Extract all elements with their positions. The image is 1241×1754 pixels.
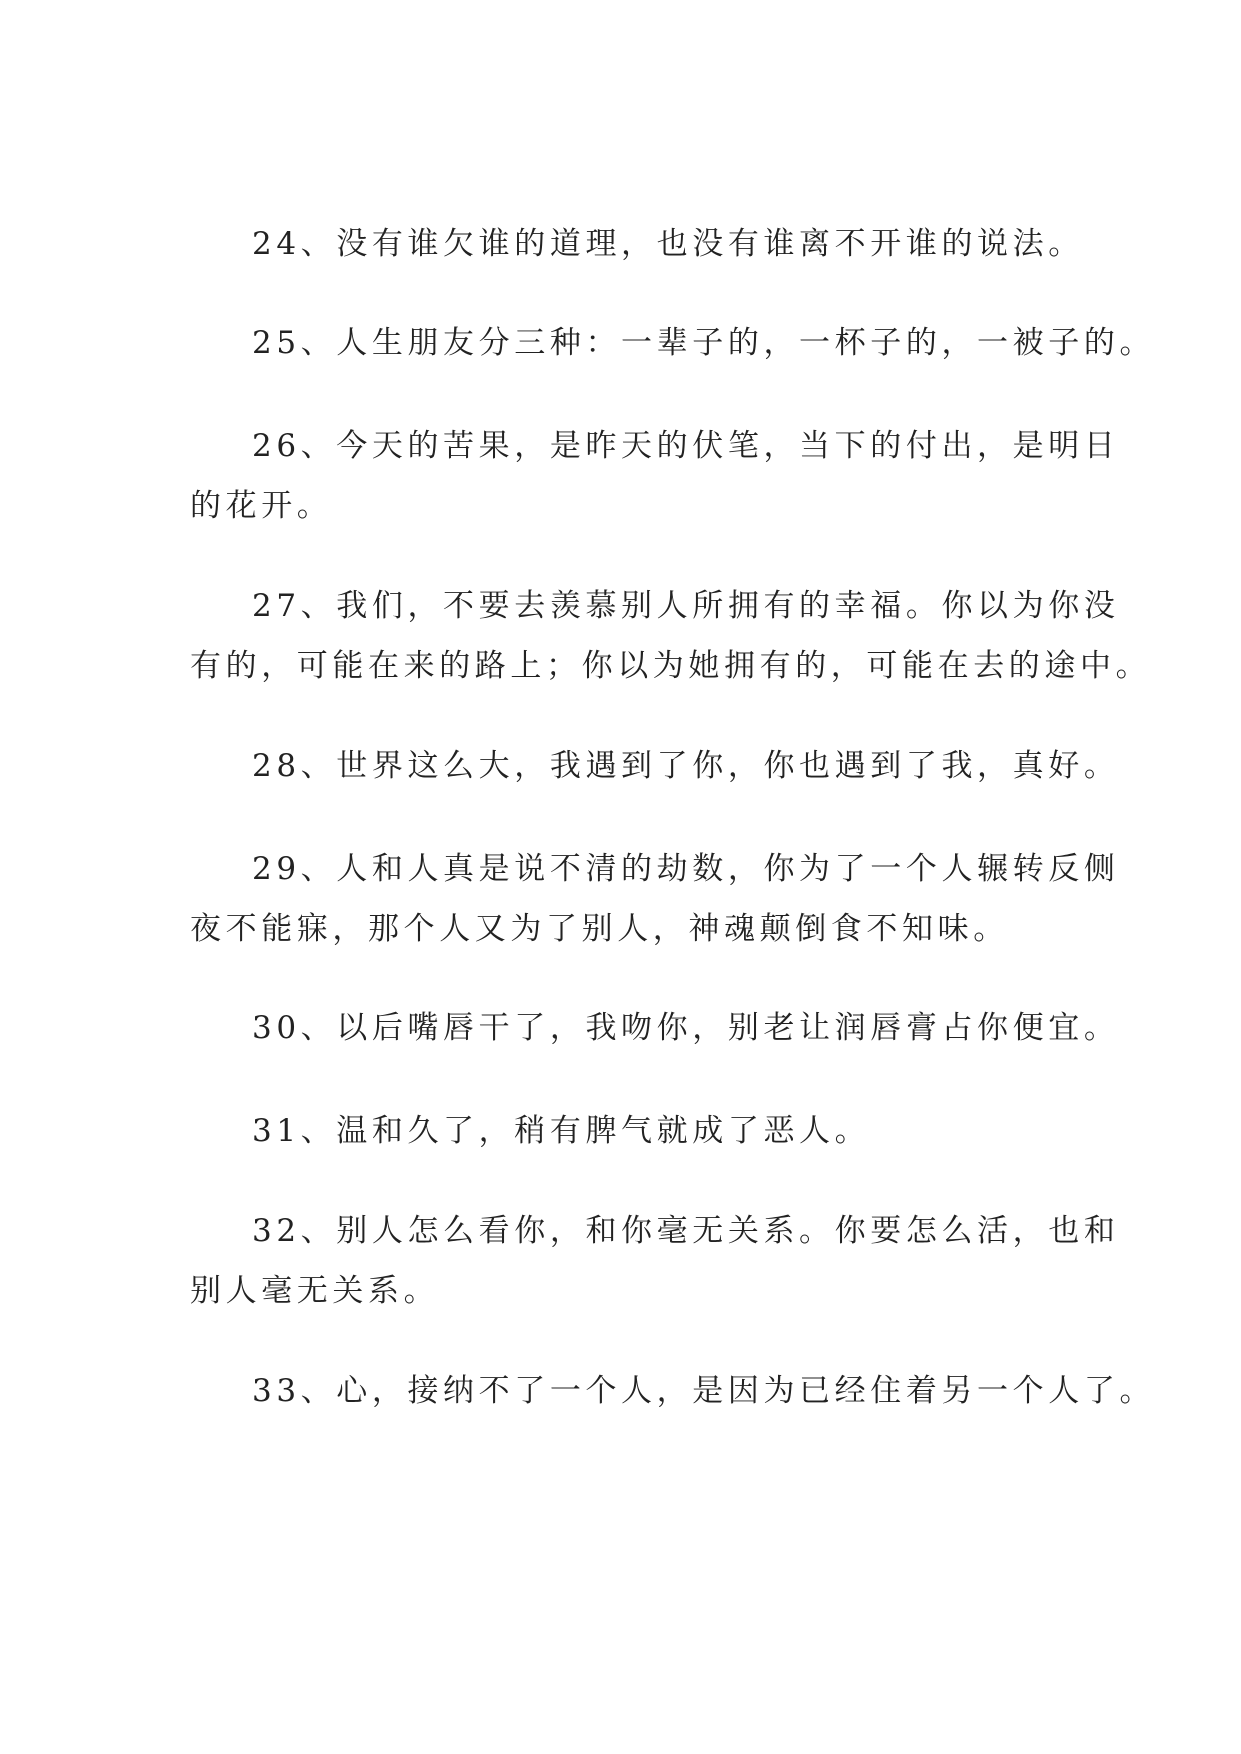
paragraph-32: [190, 1201, 1120, 1321]
paragraph-24: [190, 214, 1084, 274]
paragraph-line: 29、人和人真是说不清的劫数，你为了一个人辗转反侧: [252, 851, 1120, 887]
paragraph-28: [190, 736, 1120, 796]
paragraph-31: [190, 1101, 1050, 1161]
paragraph-27: [190, 576, 1152, 696]
paragraph-line: 32、别人怎么看你，和你毫无关系。你要怎么活，也和: [252, 1213, 1120, 1249]
paragraph-30: [190, 998, 1120, 1058]
paragraph-line: 33、心，接纳不了一个人，是因为已经住着另一个人了。: [252, 1373, 1156, 1409]
paragraph-25: [190, 313, 1156, 373]
paragraph-line: 28、世界这么大，我遇到了你，你也遇到了我，真好。: [252, 748, 1120, 784]
paragraph-line: 的花开。: [190, 488, 333, 524]
paragraph-line: 25、人生朋友分三种：一辈子的，一杯子的，一被子的。: [252, 325, 1156, 361]
paragraph-29: [190, 839, 1120, 959]
paragraph-line: 夜不能寐，那个人又为了别人，神魂颠倒食不知味。: [190, 911, 1009, 947]
paragraph-line: 别人毫无关系。: [190, 1273, 440, 1309]
paragraph-line: 30、以后嘴唇干了，我吻你，别老让润唇膏占你便宜。: [252, 1010, 1120, 1046]
paragraph-line: 31、温和久了，稍有脾气就成了恶人。: [252, 1113, 871, 1149]
paragraph-33: [190, 1361, 1156, 1421]
paragraph-line: 27、我们，不要去羡慕别人所拥有的幸福。你以为你没: [252, 588, 1120, 624]
paragraph-line: 26、今天的苦果，是昨天的伏笔，当下的付出，是明日: [252, 428, 1120, 464]
paragraph-line: 有的，可能在来的路上；你以为她拥有的，可能在去的途中。: [190, 648, 1152, 684]
paragraph-26: [190, 416, 1120, 536]
paragraph-line: 24、没有谁欠谁的道理，也没有谁离不开谁的说法。: [252, 226, 1084, 262]
